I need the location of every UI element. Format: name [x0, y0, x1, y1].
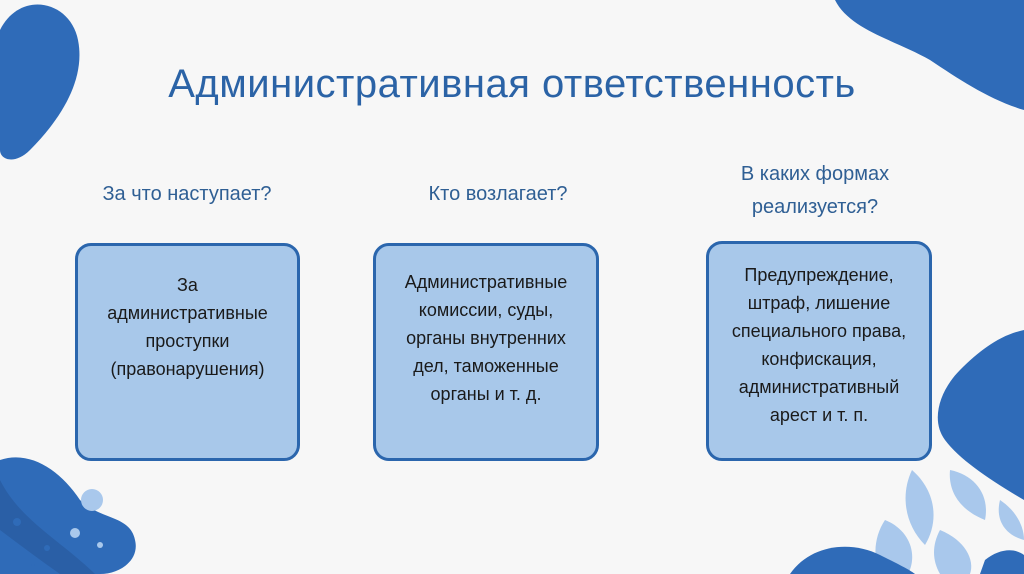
- leaf-2: [950, 470, 986, 520]
- answer-text-1: За административные проступки (правонарушения): [107, 275, 268, 379]
- question-1: За что наступает?: [102, 183, 272, 205]
- answer-box-1: [75, 243, 300, 461]
- question-3-text: В каких формах реализуется?: [740, 163, 890, 218]
- answer-box-3: [706, 241, 932, 461]
- answer-text-3: Предупреждение, штраф, лишение специального права, конфискация, административный арест и т. п.: [731, 265, 907, 425]
- answer-text-2: Административные комиссии, суды, органы внутренних дел, таможенные органы и т. д.: [404, 272, 568, 404]
- slide-title: Административная ответственность: [168, 62, 856, 106]
- question-2: Кто возлагает?: [428, 183, 568, 205]
- leaf-1: [906, 470, 934, 545]
- question-3: [680, 158, 950, 224]
- bubble-3: [97, 542, 103, 548]
- answer-box-2: [373, 243, 599, 461]
- bubble-5: [44, 545, 50, 551]
- bubble-6: [31, 563, 35, 567]
- bubble-2: [70, 528, 80, 538]
- leaf-3: [999, 500, 1024, 540]
- bubble-4: [13, 518, 21, 526]
- leaf-5: [934, 530, 971, 574]
- bubble-1: [81, 489, 103, 511]
- bottom-right-corner: [980, 550, 1024, 574]
